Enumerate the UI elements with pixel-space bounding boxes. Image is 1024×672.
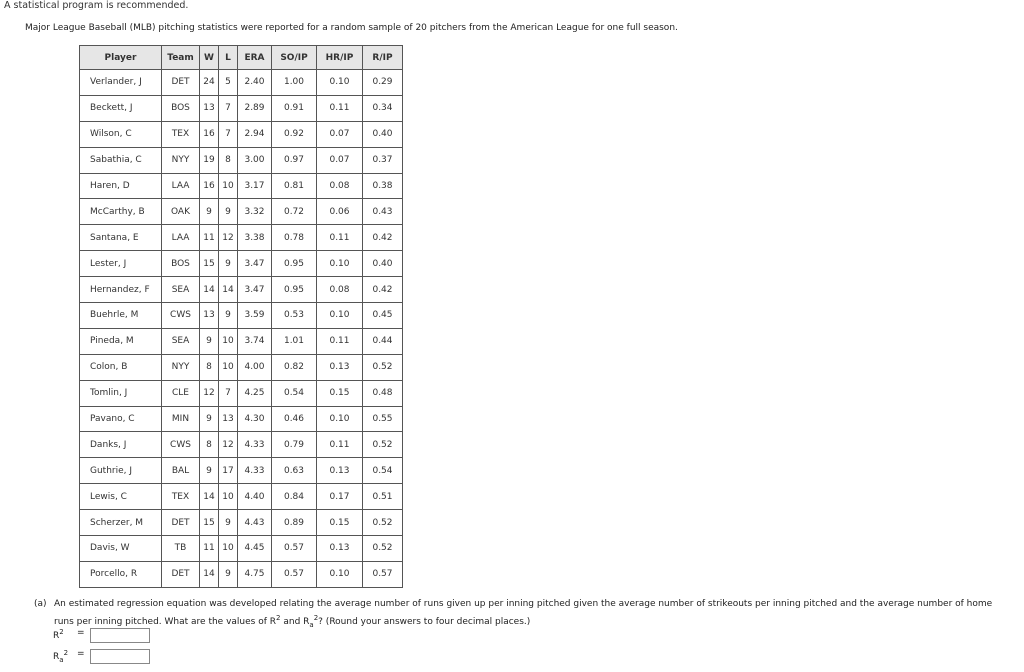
stat-cell: 1.01	[272, 328, 317, 354]
stat-cell: 3.47	[238, 251, 272, 277]
stat-cell: 0.13	[317, 354, 363, 380]
stat-cell: 2.40	[238, 70, 272, 96]
stat-cell: TEX	[162, 484, 200, 510]
stat-cell: 0.42	[363, 225, 403, 251]
stat-cell: 3.47	[238, 277, 272, 303]
stat-cell: DET	[162, 561, 200, 587]
stat-cell: 0.40	[363, 121, 403, 147]
player-cell: Pavano, C	[80, 406, 162, 432]
stat-cell: NYY	[162, 354, 200, 380]
stat-cell: 0.38	[363, 173, 403, 199]
table-row	[80, 199, 403, 225]
stat-cell: 0.34	[363, 95, 403, 121]
stat-cell: 0.43	[363, 199, 403, 225]
stat-cell: 0.13	[317, 458, 363, 484]
stat-cell: 0.10	[317, 70, 363, 96]
table-row	[80, 147, 403, 173]
player-cell: Haren, D	[80, 173, 162, 199]
stat-cell: 4.33	[238, 432, 272, 458]
column-header: Player	[80, 46, 162, 70]
stat-cell: 3.74	[238, 328, 272, 354]
stat-cell: 5	[219, 70, 238, 96]
stat-cell: 0.37	[363, 147, 403, 173]
stat-cell: 0.95	[272, 277, 317, 303]
table-header-row	[80, 46, 403, 70]
stat-cell: 0.52	[363, 432, 403, 458]
r2adj-label: $R_a^2$	[53, 649, 69, 664]
stat-cell: 9	[219, 561, 238, 587]
stat-cell: 0.11	[317, 328, 363, 354]
stat-cell: BOS	[162, 95, 200, 121]
stat-cell: 4.25	[238, 380, 272, 406]
stat-cell: 3.32	[238, 199, 272, 225]
stat-cell: 0.55	[363, 406, 403, 432]
stat-cell: 9	[219, 251, 238, 277]
table-row	[80, 303, 403, 329]
stat-cell: 4.00	[238, 354, 272, 380]
stat-cell: 0.08	[317, 173, 363, 199]
stat-cell: 8	[200, 432, 219, 458]
stat-cell: LAA	[162, 173, 200, 199]
stat-cell: 4.33	[238, 458, 272, 484]
stat-cell: 0.52	[363, 536, 403, 562]
table-row	[80, 95, 403, 121]
stat-cell: 0.54	[272, 380, 317, 406]
stat-cell: 3.59	[238, 303, 272, 329]
instruction-note: A statistical program is recommended.	[4, 0, 189, 11]
stat-cell: BAL	[162, 458, 200, 484]
r2adj-symbol: $R_a^2$	[303, 614, 319, 629]
stat-cell: 0.07	[317, 121, 363, 147]
stat-cell: 9	[219, 199, 238, 225]
stat-cell: 0.45	[363, 303, 403, 329]
stat-cell: 10	[219, 328, 238, 354]
stat-cell: CLE	[162, 380, 200, 406]
stat-cell: 0.06	[317, 199, 363, 225]
stat-cell: 4.40	[238, 484, 272, 510]
pitching-stats-table	[79, 45, 403, 588]
stat-cell: 19	[200, 147, 219, 173]
stat-cell: 11	[200, 225, 219, 251]
column-header: HR/IP	[317, 46, 363, 70]
stat-cell: 0.63	[272, 458, 317, 484]
player-cell: Danks, J	[80, 432, 162, 458]
stat-cell: 0.78	[272, 225, 317, 251]
question-text: An estimated regression equation was developed relating the average number of runs given up per inning pitched given the average number of strikeouts per inning pitched and the average number of home runs per inning pitched. What are the values of $R^2$ and $R_a^2$? (Round your answers to four decimal places.)	[54, 599, 993, 629]
stat-cell: TB	[162, 536, 200, 562]
stat-cell: 0.57	[363, 561, 403, 587]
stat-cell: 0.15	[317, 510, 363, 536]
stat-cell: 10	[219, 484, 238, 510]
stat-cell: 0.72	[272, 199, 317, 225]
column-header: Team	[162, 46, 200, 70]
column-header: ERA	[238, 46, 272, 70]
stat-cell: 9	[200, 406, 219, 432]
r2-input[interactable]	[90, 628, 150, 643]
stat-cell: 0.46	[272, 406, 317, 432]
r2adj-answer-row: $R_a^2$ =	[53, 649, 68, 664]
stat-cell: 17	[219, 458, 238, 484]
stat-cell: 9	[219, 510, 238, 536]
r2-label: $R^2$	[53, 628, 64, 641]
table-row	[80, 328, 403, 354]
stat-cell: 4.75	[238, 561, 272, 587]
table-row	[80, 251, 403, 277]
stat-cell: 10	[219, 173, 238, 199]
player-cell: Wilson, C	[80, 121, 162, 147]
table-row	[80, 458, 403, 484]
stat-cell: DET	[162, 510, 200, 536]
stat-cell: MIN	[162, 406, 200, 432]
stat-cell: SEA	[162, 277, 200, 303]
stat-cell: 0.11	[317, 95, 363, 121]
r2-answer-row: $R^2$ =	[53, 628, 64, 641]
stat-cell: 0.79	[272, 432, 317, 458]
r2adj-input[interactable]	[90, 649, 150, 664]
column-header: W	[200, 46, 219, 70]
stat-cell: 14	[219, 277, 238, 303]
stat-cell: 15	[200, 510, 219, 536]
player-cell: Lewis, C	[80, 484, 162, 510]
player-cell: Santana, E	[80, 225, 162, 251]
stat-cell: LAA	[162, 225, 200, 251]
table-row	[80, 354, 403, 380]
stat-cell: 0.10	[317, 303, 363, 329]
table-row	[80, 561, 403, 587]
stat-cell: 0.48	[363, 380, 403, 406]
stat-cell: 9	[200, 328, 219, 354]
stat-cell: 0.42	[363, 277, 403, 303]
stat-cell: 10	[219, 536, 238, 562]
stat-cell: 3.17	[238, 173, 272, 199]
table-row	[80, 225, 403, 251]
stat-cell: 0.07	[317, 147, 363, 173]
stat-cell: 0.95	[272, 251, 317, 277]
table-row	[80, 173, 403, 199]
r2-symbol: $R^2$	[269, 614, 281, 627]
stat-cell: 0.57	[272, 561, 317, 587]
player-cell: Davis, W	[80, 536, 162, 562]
stat-cell: DET	[162, 70, 200, 96]
stat-cell: 0.11	[317, 225, 363, 251]
stat-cell: 11	[200, 536, 219, 562]
stat-cell: 0.15	[317, 380, 363, 406]
stat-cell: 4.43	[238, 510, 272, 536]
column-header: SO/IP	[272, 46, 317, 70]
stat-cell: 14	[200, 484, 219, 510]
table-row	[80, 277, 403, 303]
stat-cell: 0.40	[363, 251, 403, 277]
stat-cell: 0.11	[317, 432, 363, 458]
stat-cell: 0.82	[272, 354, 317, 380]
stat-cell: 9	[219, 303, 238, 329]
stat-cell: 0.10	[317, 406, 363, 432]
stat-cell: 0.13	[317, 536, 363, 562]
stat-cell: 0.10	[317, 561, 363, 587]
stat-cell: 0.10	[317, 251, 363, 277]
stat-cell: 10	[219, 354, 238, 380]
stat-cell: 4.45	[238, 536, 272, 562]
stat-cell: 13	[200, 303, 219, 329]
stat-cell: 14	[200, 277, 219, 303]
player-cell: Hernandez, F	[80, 277, 162, 303]
stat-cell: 9	[200, 458, 219, 484]
stat-cell: 0.29	[363, 70, 403, 96]
player-cell: Colon, B	[80, 354, 162, 380]
stat-cell: 2.89	[238, 95, 272, 121]
player-cell: Pineda, M	[80, 328, 162, 354]
table-row	[80, 406, 403, 432]
player-cell: Sabathia, C	[80, 147, 162, 173]
stat-cell: 14	[200, 561, 219, 587]
stat-cell: 0.44	[363, 328, 403, 354]
stat-cell: 0.53	[272, 303, 317, 329]
table-row	[80, 121, 403, 147]
stat-cell: TEX	[162, 121, 200, 147]
problem-intro: Major League Baseball (MLB) pitching statistics were reported for a random sample of 20 pitchers from the American League for one full season.	[25, 23, 678, 33]
stat-cell: 0.89	[272, 510, 317, 536]
stat-cell: 7	[219, 95, 238, 121]
player-cell: Guthrie, J	[80, 458, 162, 484]
column-header: R/IP	[363, 46, 403, 70]
question-label: (a)	[34, 599, 47, 609]
stat-cell: SEA	[162, 328, 200, 354]
stat-cell: 0.52	[363, 510, 403, 536]
player-cell: Scherzer, M	[80, 510, 162, 536]
stat-cell: 13	[219, 406, 238, 432]
stat-cell: 7	[219, 121, 238, 147]
player-cell: McCarthy, B	[80, 199, 162, 225]
player-cell: Beckett, J	[80, 95, 162, 121]
table-row	[80, 484, 403, 510]
stat-cell: OAK	[162, 199, 200, 225]
table-row	[80, 510, 403, 536]
stat-cell: 0.52	[363, 354, 403, 380]
stat-cell: CWS	[162, 432, 200, 458]
stat-cell: 0.17	[317, 484, 363, 510]
stat-cell: 9	[200, 199, 219, 225]
stat-cell: 0.08	[317, 277, 363, 303]
stat-cell: 12	[200, 380, 219, 406]
player-cell: Buehrle, M	[80, 303, 162, 329]
stat-cell: 12	[219, 432, 238, 458]
player-cell: Tomlin, J	[80, 380, 162, 406]
stat-cell: 3.38	[238, 225, 272, 251]
player-cell: Verlander, J	[80, 70, 162, 96]
stat-cell: 1.00	[272, 70, 317, 96]
stat-cell: 24	[200, 70, 219, 96]
stat-cell: 8	[200, 354, 219, 380]
stat-cell: 0.57	[272, 536, 317, 562]
player-cell: Lester, J	[80, 251, 162, 277]
stat-cell: 4.30	[238, 406, 272, 432]
table-row	[80, 536, 403, 562]
stat-cell: 0.97	[272, 147, 317, 173]
stat-cell: 16	[200, 121, 219, 147]
table-row	[80, 70, 403, 96]
stat-cell: 0.81	[272, 173, 317, 199]
stat-cell: 2.94	[238, 121, 272, 147]
stat-cell: 0.92	[272, 121, 317, 147]
column-header: L	[219, 46, 238, 70]
stat-cell: 7	[219, 380, 238, 406]
stat-cell: 12	[219, 225, 238, 251]
stat-cell: 16	[200, 173, 219, 199]
player-cell: Porcello, R	[80, 561, 162, 587]
stat-cell: 0.51	[363, 484, 403, 510]
stat-cell: 15	[200, 251, 219, 277]
question-a	[34, 597, 1009, 632]
table-row	[80, 432, 403, 458]
stat-cell: 13	[200, 95, 219, 121]
table-row	[80, 380, 403, 406]
stat-cell: CWS	[162, 303, 200, 329]
stat-cell: 0.84	[272, 484, 317, 510]
stat-cell: BOS	[162, 251, 200, 277]
stat-cell: 3.00	[238, 147, 272, 173]
stat-cell: 0.54	[363, 458, 403, 484]
stat-cell: 8	[219, 147, 238, 173]
stat-cell: NYY	[162, 147, 200, 173]
stat-cell: 0.91	[272, 95, 317, 121]
